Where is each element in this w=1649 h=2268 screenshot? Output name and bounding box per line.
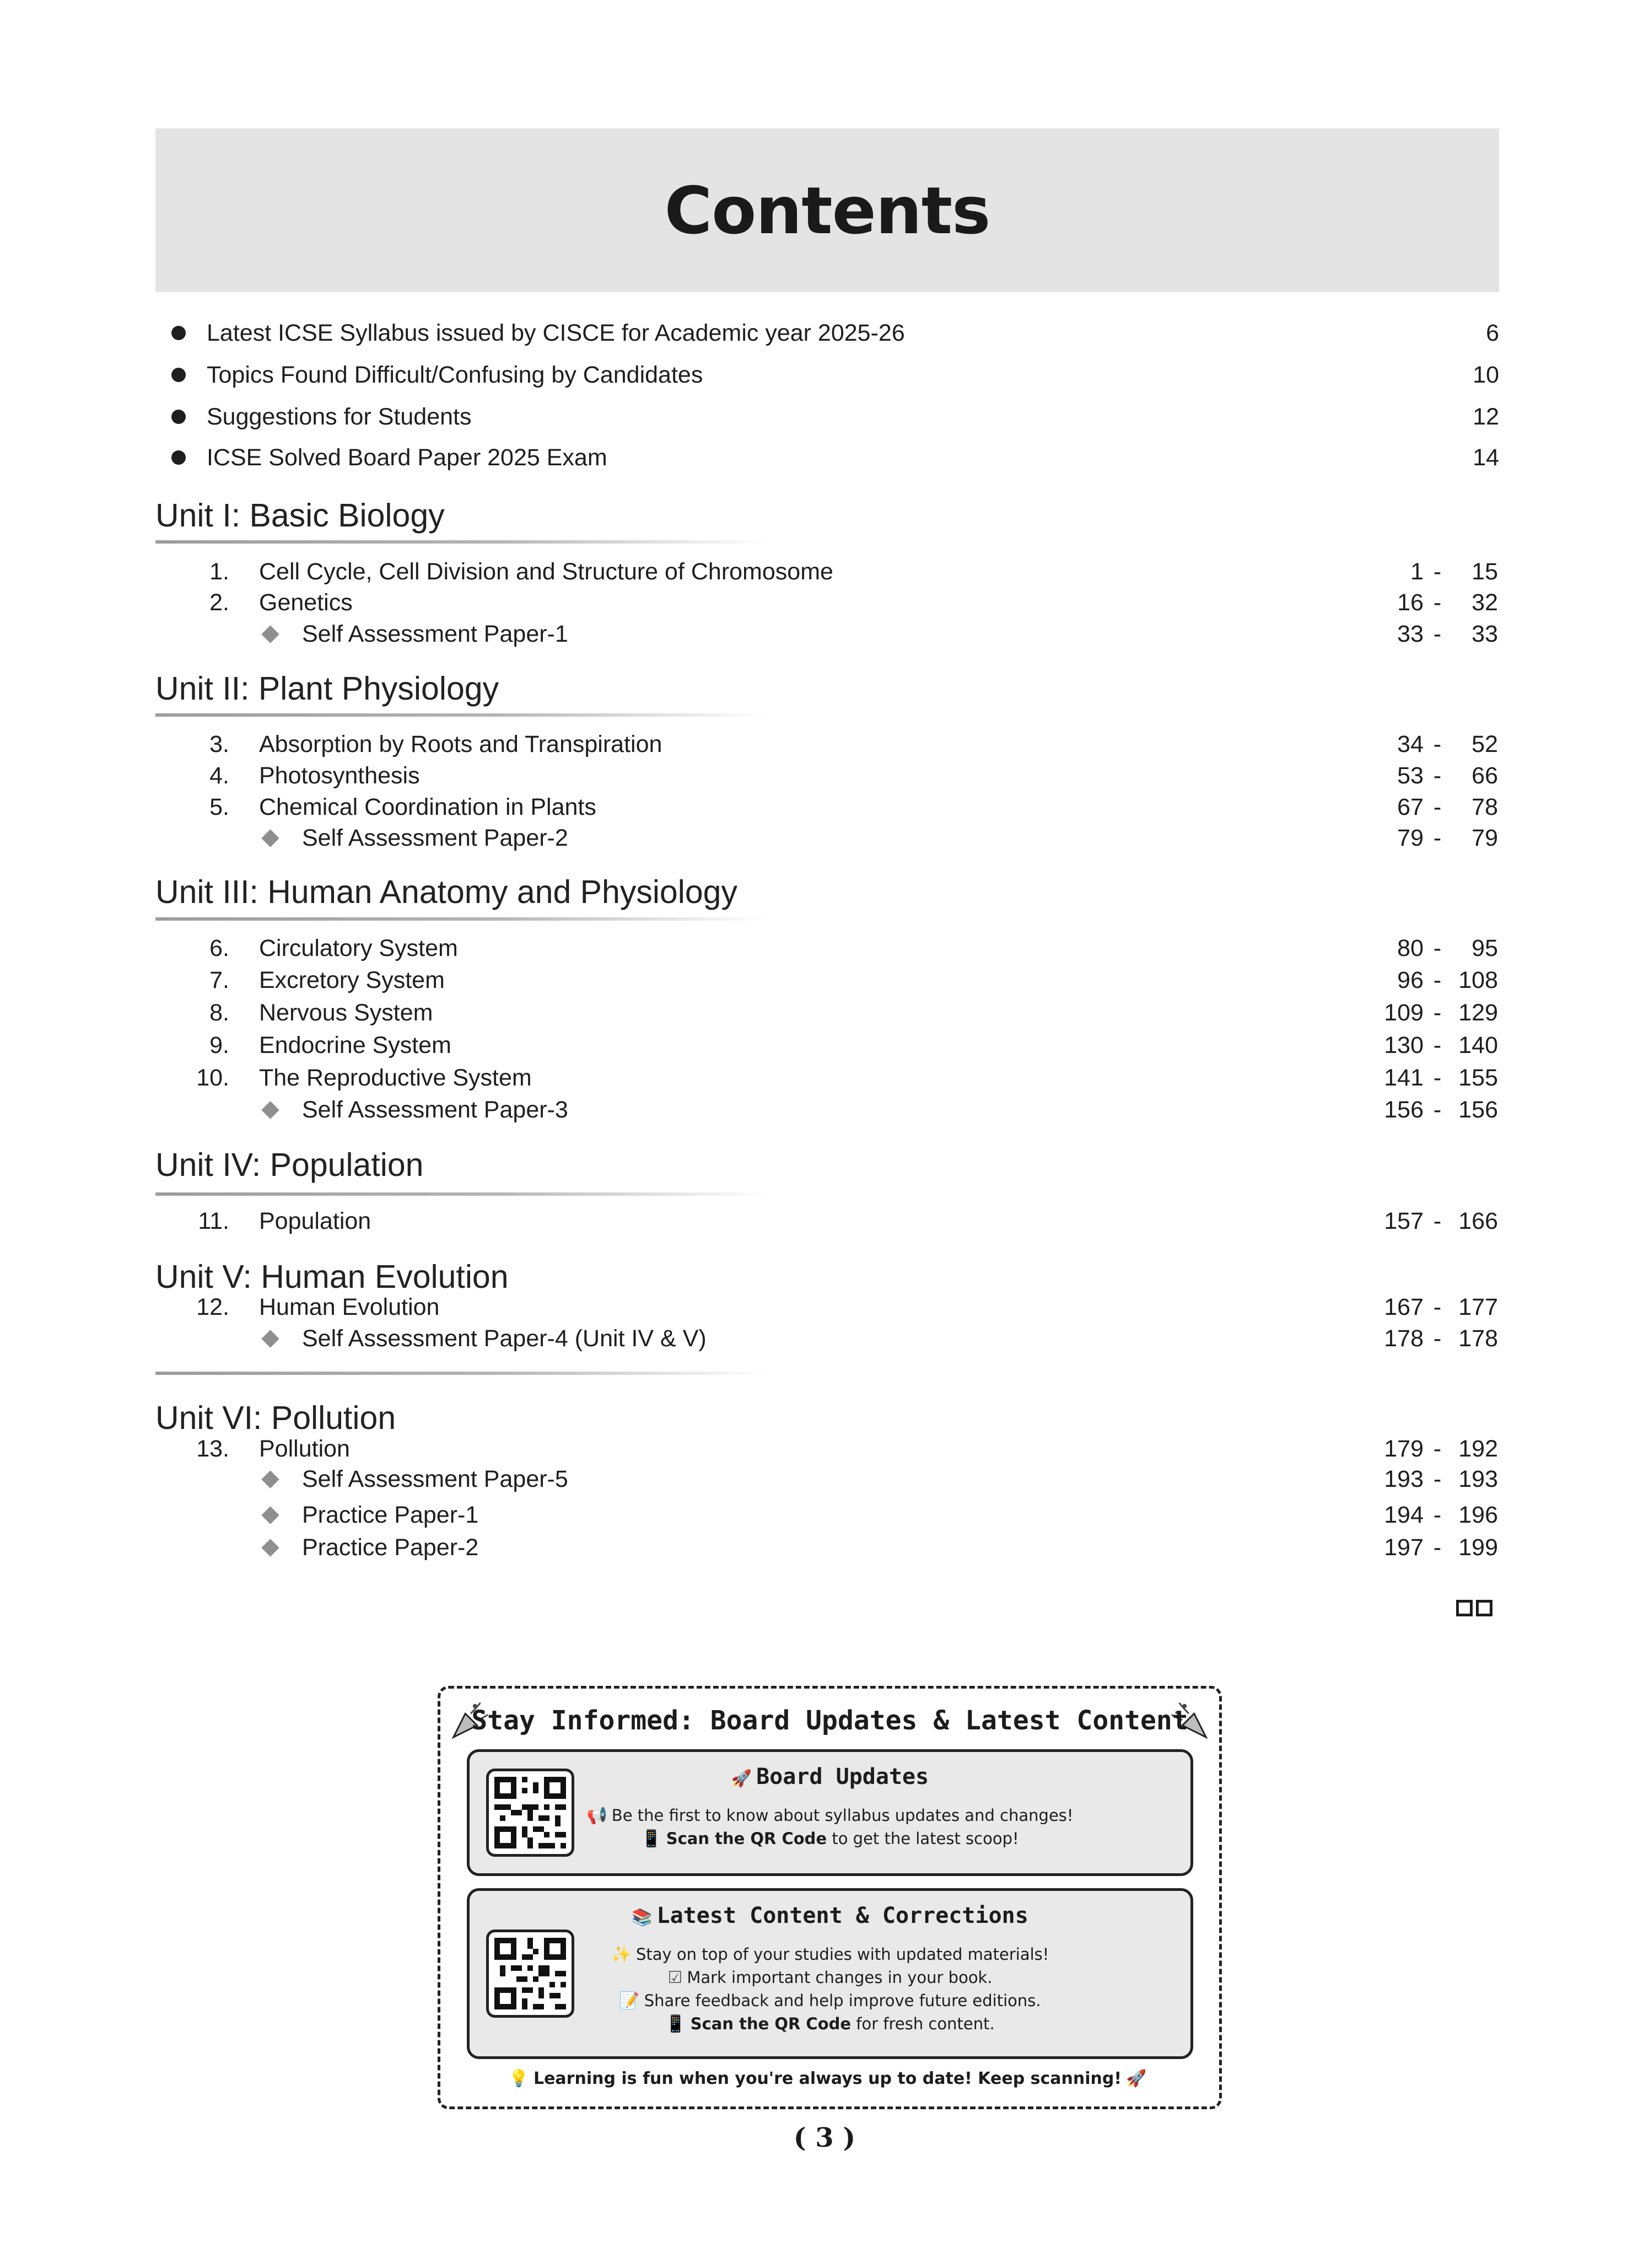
board-updates-heading-text: Board Updates <box>756 1764 929 1789</box>
entry-title: Nervous System <box>259 999 433 1026</box>
entry-start-page: 1 <box>1410 558 1424 585</box>
intro-item-page: 14 <box>1473 444 1499 471</box>
toc-entry-sub <box>0 1322 1649 1355</box>
entry-separator: - <box>1433 825 1442 851</box>
checkbox-icon: ☑ <box>667 1968 683 1987</box>
entry-number: 3. <box>209 731 229 757</box>
board-updates-line-text: to get the latest scoop! <box>827 1829 1019 1848</box>
entry-start-page: 16 <box>1397 589 1424 616</box>
toc-entry <box>0 1432 1649 1465</box>
title-band <box>155 128 1499 292</box>
bullet-icon <box>171 410 186 424</box>
entry-start-page: 33 <box>1397 621 1424 647</box>
page-title: Contents <box>664 172 990 249</box>
sparkles-icon: ✨ <box>611 1945 632 1964</box>
diamond-bullet-icon <box>261 1539 279 1557</box>
entry-number: 10. <box>196 1065 229 1091</box>
diamond-bullet-icon <box>261 1101 279 1119</box>
entry-separator: - <box>1433 558 1442 585</box>
entry-start-page: 156 <box>1384 1097 1424 1123</box>
square-icon <box>1476 1600 1492 1616</box>
bullet-icon <box>171 326 186 340</box>
unit-heading: Unit IV: Population <box>155 1147 424 1183</box>
entry-start-page: 80 <box>1397 935 1424 961</box>
toc-entry <box>0 759 1649 792</box>
entry-number: 6. <box>209 935 229 961</box>
toc-entry <box>0 1061 1649 1094</box>
diamond-bullet-icon <box>261 1470 279 1488</box>
entry-start-page: 197 <box>1384 1534 1424 1561</box>
entry-title: Self Assessment Paper-4 (Unit IV & V) <box>302 1325 707 1352</box>
books-icon: 📚 <box>632 1908 653 1927</box>
entry-separator: - <box>1433 589 1442 616</box>
memo-icon: 📝 <box>619 1991 640 2011</box>
entry-end-page: 66 <box>1472 762 1498 789</box>
latest-content-line <box>470 1968 1190 1987</box>
latest-content-panel <box>467 1888 1193 2059</box>
entry-title: Human Evolution <box>259 1294 440 1320</box>
entry-title: Population <box>259 1208 371 1234</box>
board-updates-line <box>470 1806 1190 1825</box>
end-marks <box>1456 1600 1492 1616</box>
entry-number: 5. <box>209 794 229 820</box>
toc-entry-sub <box>0 1093 1649 1126</box>
intro-item-page: 10 <box>1473 362 1499 388</box>
entry-title: Self Assessment Paper-2 <box>302 825 568 851</box>
entry-number: 2. <box>209 589 229 616</box>
entry-separator: - <box>1433 1436 1442 1462</box>
unit-heading: Unit V: Human Evolution <box>155 1259 509 1295</box>
entry-end-page: 15 <box>1472 558 1498 585</box>
unit-divider <box>155 1372 767 1375</box>
board-updates-heading <box>470 1764 1190 1789</box>
entry-end-page: 199 <box>1458 1534 1498 1561</box>
entry-start-page: 194 <box>1384 1502 1424 1528</box>
entry-start-page: 109 <box>1384 999 1424 1026</box>
unit-divider <box>155 917 767 921</box>
intro-item-text: Latest ICSE Syllabus issued by CISCE for Academic year 2025-26 <box>207 320 905 346</box>
rocket-icon: 🚀 <box>731 1769 752 1788</box>
toc-entry-sub <box>0 617 1649 651</box>
entry-separator: - <box>1433 1466 1442 1492</box>
latest-content-line <box>470 1991 1190 2011</box>
entry-separator: - <box>1433 1097 1442 1123</box>
entry-number: 9. <box>209 1032 229 1058</box>
unit-heading: Unit III: Human Anatomy and Physiology <box>155 874 737 910</box>
entry-end-page: 78 <box>1472 794 1498 820</box>
intro-item <box>0 400 1649 433</box>
entry-start-page: 167 <box>1384 1294 1424 1320</box>
latest-content-heading-text: Latest Content & Corrections <box>656 1903 1028 1928</box>
toc-entry <box>0 996 1649 1029</box>
intro-item-text: Topics Found Difficult/Confusing by Candidates <box>207 362 703 388</box>
entry-end-page: 196 <box>1458 1502 1498 1528</box>
megaphone-icon: 📢 <box>586 1806 607 1825</box>
entry-end-page: 79 <box>1472 825 1498 851</box>
entry-separator: - <box>1433 1534 1442 1561</box>
diamond-bullet-icon <box>261 1506 279 1524</box>
entry-title: Chemical Coordination in Plants <box>259 794 596 820</box>
entry-title: Cell Cycle, Cell Division and Structure of Chromosome <box>259 558 833 585</box>
latest-content-line <box>470 1945 1190 1964</box>
unit-heading: Unit II: Plant Physiology <box>155 670 499 707</box>
entry-end-page: 155 <box>1458 1065 1498 1091</box>
rocket-icon: 🚀 <box>1126 2069 1147 2088</box>
entry-end-page: 52 <box>1472 731 1498 757</box>
entry-number: 1. <box>209 558 229 585</box>
entry-title: Genetics <box>259 589 353 616</box>
square-icon <box>1456 1600 1473 1616</box>
latest-content-line-text: Stay on top of your studies with updated materials! <box>635 1945 1049 1964</box>
entry-start-page: 130 <box>1384 1032 1424 1058</box>
entry-separator: - <box>1433 1325 1442 1352</box>
entry-title: Photosynthesis <box>259 762 420 789</box>
entry-separator: - <box>1433 935 1442 961</box>
toc-entry-sub <box>0 1531 1649 1564</box>
board-updates-line <box>470 1829 1190 1848</box>
entry-end-page: 178 <box>1458 1325 1498 1352</box>
entry-separator: - <box>1433 999 1442 1026</box>
intro-item <box>0 316 1649 350</box>
entry-number: 7. <box>209 967 229 993</box>
latest-content-line-text: Mark important changes in your book. <box>687 1968 993 1987</box>
toc-entry-sub <box>0 1463 1649 1496</box>
toc-entry-sub <box>0 1498 1649 1531</box>
entry-start-page: 179 <box>1384 1436 1424 1462</box>
unit-divider <box>155 713 767 717</box>
toc-entry <box>0 555 1649 588</box>
entry-separator: - <box>1433 731 1442 757</box>
entry-title: Self Assessment Paper-5 <box>302 1466 568 1492</box>
entry-number: 11. <box>198 1208 229 1234</box>
entry-end-page: 192 <box>1458 1436 1498 1462</box>
entry-end-page: 108 <box>1458 967 1498 993</box>
entry-separator: - <box>1433 967 1442 993</box>
entry-start-page: 141 <box>1384 1065 1424 1091</box>
entry-end-page: 166 <box>1458 1208 1498 1234</box>
entry-separator: - <box>1433 1502 1442 1528</box>
toc-entry <box>0 932 1649 965</box>
entry-start-page: 157 <box>1384 1208 1424 1234</box>
entry-title: Pollution <box>259 1436 350 1462</box>
entry-separator: - <box>1433 762 1442 789</box>
entry-title: Practice Paper-1 <box>302 1502 479 1528</box>
latest-content-line-text: Share feedback and help improve future editions. <box>644 1991 1041 2010</box>
entry-start-page: 79 <box>1397 825 1424 851</box>
entry-number: 12. <box>196 1294 229 1320</box>
entry-number: 13. <box>196 1436 229 1462</box>
toc-entry <box>0 1205 1649 1238</box>
entry-title: Endocrine System <box>259 1032 451 1058</box>
entry-start-page: 53 <box>1397 762 1424 789</box>
latest-content-line <box>470 2014 1190 2034</box>
toc-entry <box>0 728 1649 761</box>
updates-box-footer-text: Learning is fun when you're always up to date! Keep scanning! <box>533 2069 1122 2088</box>
entry-end-page: 140 <box>1458 1032 1498 1058</box>
entry-title: Self Assessment Paper-1 <box>302 621 568 647</box>
updates-box <box>438 1686 1222 2109</box>
intro-item-text: ICSE Solved Board Paper 2025 Exam <box>207 444 607 471</box>
entry-start-page: 193 <box>1384 1466 1424 1492</box>
entry-end-page: 95 <box>1472 935 1498 961</box>
entry-separator: - <box>1433 621 1442 647</box>
toc-entry <box>0 791 1649 824</box>
unit-divider <box>155 1192 767 1196</box>
toc-entry <box>0 964 1649 997</box>
entry-title: The Reproductive System <box>259 1065 532 1091</box>
entry-start-page: 178 <box>1384 1325 1424 1352</box>
phone-icon: 📱 <box>665 2014 686 2034</box>
intro-item <box>0 358 1649 391</box>
lightbulb-icon: 💡 <box>508 2069 529 2088</box>
entry-separator: - <box>1433 1294 1442 1320</box>
intro-item-page: 6 <box>1486 320 1499 346</box>
entry-title: Practice Paper-2 <box>302 1534 479 1561</box>
toc-entry <box>0 586 1649 619</box>
toc-entry <box>0 1029 1649 1062</box>
page-number: ( 3 ) <box>793 2122 856 2153</box>
entry-number: 4. <box>209 762 229 789</box>
entry-number: 8. <box>209 999 229 1026</box>
scan-qr-bold-text: Scan the QR Code <box>666 1829 827 1848</box>
latest-content-heading <box>470 1903 1190 1928</box>
entry-separator: - <box>1433 1065 1442 1091</box>
entry-start-page: 96 <box>1397 967 1424 993</box>
intro-item <box>0 441 1649 474</box>
entry-end-page: 193 <box>1458 1466 1498 1492</box>
entry-title: Excretory System <box>259 967 445 993</box>
entry-start-page: 67 <box>1397 794 1424 820</box>
intro-item-text: Suggestions for Students <box>207 404 472 430</box>
board-updates-line-text: Be the first to know about syllabus updates and changes! <box>611 1806 1074 1825</box>
unit-heading: Unit VI: Pollution <box>155 1400 396 1436</box>
diamond-bullet-icon <box>261 829 279 847</box>
unit-divider <box>155 540 767 544</box>
toc-entry-sub <box>0 821 1649 854</box>
bullet-icon <box>171 368 186 382</box>
latest-content-line-text: for fresh content. <box>851 2014 995 2033</box>
entry-separator: - <box>1433 1208 1442 1234</box>
entry-end-page: 32 <box>1472 589 1498 616</box>
updates-box-footer <box>440 2069 1219 2088</box>
toc-entry <box>0 1291 1649 1324</box>
entry-end-page: 156 <box>1458 1097 1498 1123</box>
entry-title: Absorption by Roots and Transpiration <box>259 731 662 757</box>
entry-end-page: 129 <box>1458 999 1498 1026</box>
phone-icon: 📱 <box>641 1829 662 1848</box>
updates-box-title: Stay Informed: Board Updates & Latest Content <box>471 1705 1188 1736</box>
entry-start-page: 34 <box>1397 731 1424 757</box>
scan-qr-bold-text: Scan the QR Code <box>690 2014 852 2033</box>
diamond-bullet-icon <box>261 625 279 643</box>
entry-title: Circulatory System <box>259 935 458 961</box>
unit-heading: Unit I: Basic Biology <box>155 497 445 534</box>
board-updates-panel <box>467 1749 1193 1876</box>
entry-end-page: 177 <box>1458 1294 1498 1320</box>
intro-item-page: 12 <box>1473 404 1499 430</box>
entry-end-page: 33 <box>1472 621 1498 647</box>
entry-separator: - <box>1433 1032 1442 1058</box>
bullet-icon <box>171 450 186 465</box>
entry-separator: - <box>1433 794 1442 820</box>
entry-title: Self Assessment Paper-3 <box>302 1097 568 1123</box>
diamond-bullet-icon <box>261 1330 279 1348</box>
